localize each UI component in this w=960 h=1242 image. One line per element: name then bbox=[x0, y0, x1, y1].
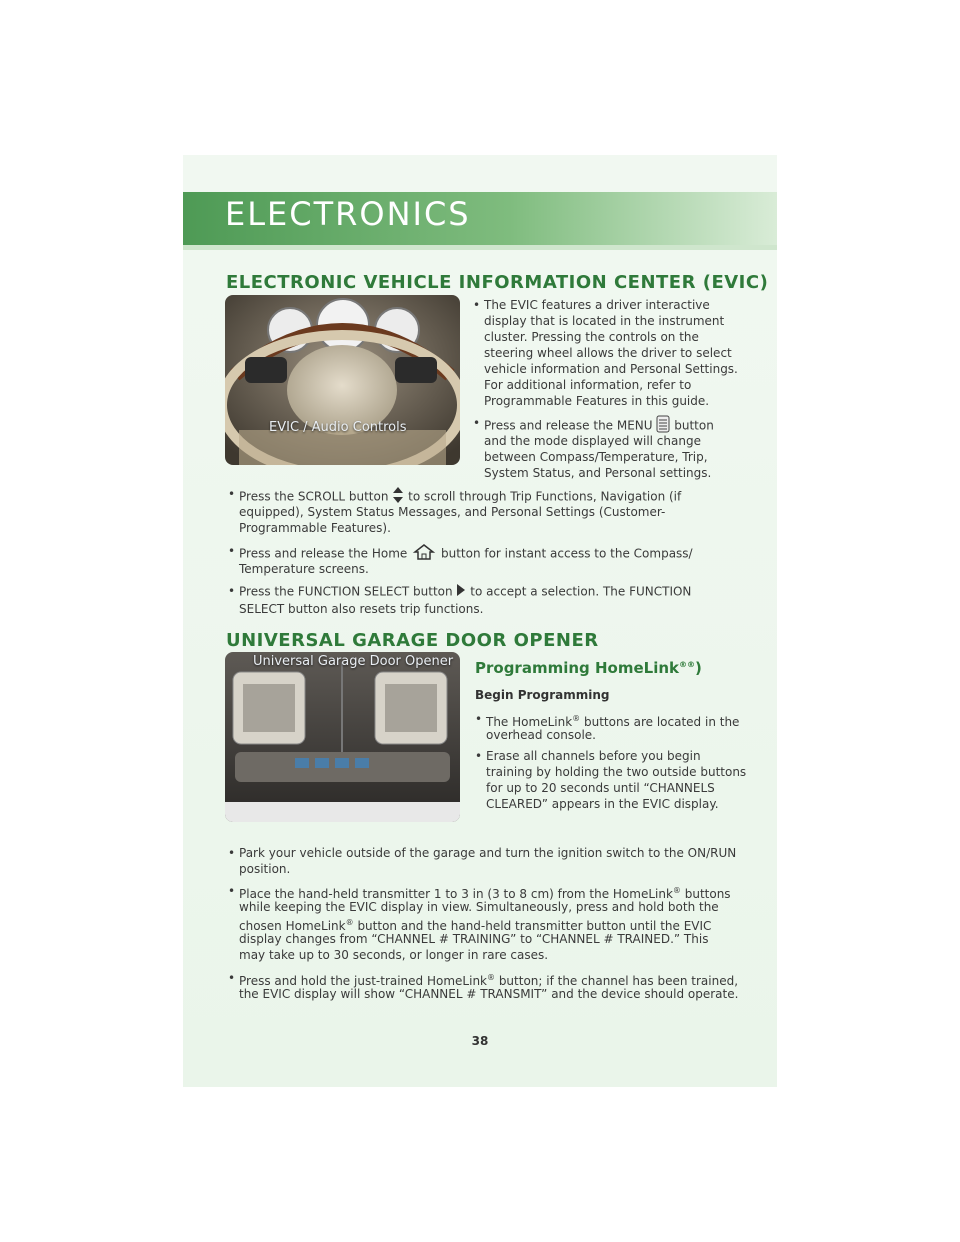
programming-homelink-heading bbox=[475, 659, 702, 677]
garage-bullet2-line4: CLEARED” appears in the EVIC display. bbox=[486, 797, 719, 811]
garage-bullet4-line5: may take up to 30 seconds, or longer in rare cases. bbox=[239, 948, 549, 962]
text-a: Press and hold the just-trained HomeLink bbox=[239, 974, 487, 988]
reg-mark: ® bbox=[487, 973, 495, 982]
garage-bullet3-line1: Park your vehicle outside of the garage and turn the ignition switch to the ON/RUN bbox=[239, 846, 737, 860]
text-a: The HomeLink bbox=[486, 715, 573, 729]
bullet-dot: • bbox=[228, 487, 236, 501]
begin-programming-heading: Begin Programming bbox=[475, 688, 610, 702]
evic-bullet1-line7: Programmable Features in this guide. bbox=[484, 394, 710, 408]
bullet-dot: • bbox=[228, 544, 236, 558]
garage-photo bbox=[225, 652, 460, 822]
evic-heading: ELECTRONIC VEHICLE INFORMATION CENTER (EVIC) bbox=[226, 272, 769, 293]
evic-bullet1-line2: display that is located in the instrument bbox=[484, 314, 725, 328]
evic-photo-caption: EVIC / Audio Controls bbox=[269, 420, 407, 435]
text-a: Place the hand-held transmitter 1 to 3 in (3 to 8 cm) from the HomeLink bbox=[239, 887, 673, 901]
subheading-close: ) bbox=[695, 659, 702, 677]
overhead-console-illustration bbox=[225, 652, 460, 822]
bullet-dot: • bbox=[473, 416, 481, 430]
evic-bullet2-text-b: button bbox=[674, 418, 714, 433]
reg-mark: ® bbox=[345, 918, 354, 927]
garage-bullet4-line4: display changes from “CHANNEL # TRAINING” to “CHANNEL # TRAINED.” This bbox=[239, 932, 709, 946]
evic-bullet3-text-a: Press the SCROLL button bbox=[239, 489, 389, 504]
section-title: ELECTRONICS bbox=[225, 195, 471, 233]
evic-bullet1-line5: vehicle information and Personal Settings. bbox=[484, 362, 738, 376]
garage-bullet2-line1: Erase all channels before you begin bbox=[486, 749, 701, 763]
garage-bullet5-line2: the EVIC display will show “CHANNEL # TRANSMIT” and the device should operate. bbox=[239, 987, 739, 1001]
evic-bullet2-text-a: Press and release the MENU bbox=[484, 418, 653, 433]
reg-mark: ® bbox=[572, 714, 581, 723]
garage-heading: UNIVERSAL GARAGE DOOR OPENER bbox=[226, 630, 599, 651]
header-divider bbox=[183, 245, 777, 250]
subheading-sup: ®® bbox=[679, 660, 696, 669]
garage-bullet2-line3: for up to 20 seconds until “CHANNELS bbox=[486, 781, 715, 795]
evic-bullet4-text-a: Press and release the Home bbox=[239, 546, 408, 561]
reg-mark: ® bbox=[672, 886, 681, 895]
text-b: button; if the channel has been trained, bbox=[495, 974, 739, 988]
garage-bullet3-line2: position. bbox=[239, 862, 291, 876]
text-a: chosen HomeLink bbox=[239, 919, 346, 933]
evic-bullet2-line4: System Status, and Personal settings. bbox=[484, 466, 712, 480]
evic-bullet2-line3: between Compass/Temperature, Trip, bbox=[484, 450, 708, 464]
page-number: 38 bbox=[471, 1034, 489, 1048]
bullet-dot: • bbox=[475, 712, 483, 726]
evic-bullet3-line3: Programmable Features). bbox=[239, 521, 391, 535]
evic-bullet5-line2: SELECT button also resets trip functions. bbox=[239, 602, 484, 616]
evic-bullet1-line4: steering wheel allows the driver to select bbox=[484, 346, 732, 360]
evic-bullet4-line2: Temperature screens. bbox=[239, 562, 369, 576]
bullet-dot: • bbox=[475, 749, 483, 763]
text-b: button and the hand-held transmitter button until the EVIC bbox=[353, 919, 712, 933]
evic-bullet5-text-b: to accept a selection. The FUNCTION bbox=[470, 584, 692, 599]
garage-photo-caption: Universal Garage Door Opener bbox=[253, 654, 454, 669]
garage-bullet2-line2: training by holding the two outside buttons bbox=[486, 765, 747, 779]
manual-page bbox=[183, 155, 777, 1087]
text-b: buttons bbox=[680, 887, 731, 901]
bullet-dot: • bbox=[228, 846, 236, 860]
evic-bullet3-line2: equipped), System Status Messages, and Personal Settings (Customer- bbox=[239, 505, 666, 519]
home-icon bbox=[411, 543, 437, 565]
evic-bullet1-line1: The EVIC features a driver interactive bbox=[484, 298, 710, 312]
garage-bullet1-line2: overhead console. bbox=[486, 728, 596, 742]
bullet-dot: • bbox=[228, 971, 236, 985]
evic-bullet1-line3: cluster. Pressing the controls on the bbox=[484, 330, 699, 344]
evic-bullet4-text-b: button for instant access to the Compass/ bbox=[440, 546, 693, 561]
bullet-dot: • bbox=[228, 584, 236, 598]
evic-bullet1-line6: For additional information, refer to bbox=[484, 378, 692, 392]
bullet-dot: • bbox=[473, 298, 481, 312]
evic-photo bbox=[225, 295, 460, 465]
evic-bullet2-line2: and the mode displayed will change bbox=[484, 434, 701, 448]
steering-wheel-illustration bbox=[225, 295, 460, 465]
evic-bullet5-line1 bbox=[239, 583, 691, 601]
bullet-dot: • bbox=[228, 884, 236, 898]
subheading-text: Programming HomeLink bbox=[475, 659, 680, 677]
evic-bullet3-text-b: to scroll through Trip Functions, Navigation (if bbox=[408, 489, 682, 504]
function-select-icon bbox=[456, 583, 466, 601]
evic-bullet5-text-a: Press the FUNCTION SELECT button bbox=[239, 584, 453, 599]
garage-bullet4-line2: while keeping the EVIC display in view. Simultaneously, press and hold both the bbox=[239, 900, 719, 914]
text-b: buttons are located in the bbox=[580, 715, 740, 729]
